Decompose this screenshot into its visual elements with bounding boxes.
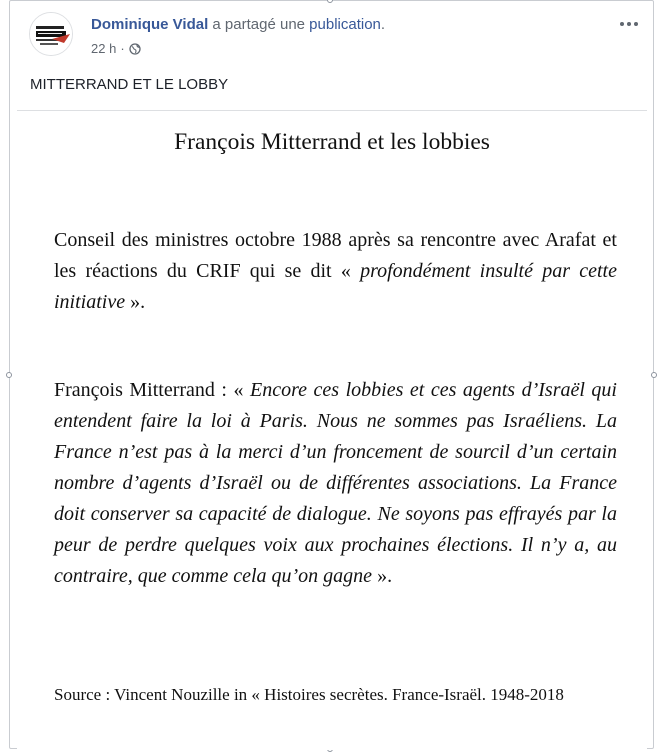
avatar-logo — [30, 13, 73, 56]
globe-icon[interactable] — [129, 43, 141, 55]
document-source: Source : Vincent Nouzille in « Histoires secrètes. France-Israël. 1948-2018 — [54, 685, 564, 704]
p2-end: ». — [372, 565, 393, 587]
meta-separator: · — [120, 41, 125, 56]
post-header — [29, 12, 641, 60]
resize-handle-right[interactable] — [651, 372, 657, 378]
more-options-icon[interactable] — [617, 14, 641, 34]
document-paragraph-1 — [54, 225, 617, 318]
p2-text: François Mitterrand : « — [54, 379, 251, 401]
p1-text: Conseil des ministres octobre 1988 après sa rencontre avec Arafat et les réactions du CRIF qui se dit « — [54, 229, 617, 282]
p1-end: ». — [125, 291, 146, 313]
shared-document-image — [17, 110, 647, 750]
author-name-link[interactable]: Dominique Vidal — [91, 16, 209, 33]
timestamp[interactable]: 22 h — [91, 41, 117, 56]
action-end: . — [380, 16, 386, 33]
publication-link[interactable]: publication — [309, 16, 381, 33]
p2-quote: Encore ces lobbies et ces agents d’Israël qui entendent faire la loi à Paris. Nous ne sommes pas Israéliens. La France n’est pas à la merci d’un froncement de sourcil d’un certain nombre d’agents d’Israël ou de différentes associations. La France doit conserver sa capacité de dialogue. Ne soyons pas effrayés par la peur de perdre quelques voix aux prochaines élections. Il n’y a, au contraire, que comme cela qu’on gagne — [54, 379, 617, 587]
avatar[interactable] — [29, 12, 73, 56]
post-message: MITTERRAND ET LE LOBBY — [30, 76, 229, 93]
post-meta — [91, 41, 141, 56]
resize-handle-left[interactable] — [6, 372, 12, 378]
document-paragraph-2 — [54, 375, 617, 592]
document-title: François Mitterrand et les lobbies — [174, 129, 490, 155]
shared-action-text: a partagé une — [212, 16, 305, 33]
post-attribution — [91, 16, 385, 33]
p1-quote: profondément insulté par cette initiative — [54, 260, 617, 313]
